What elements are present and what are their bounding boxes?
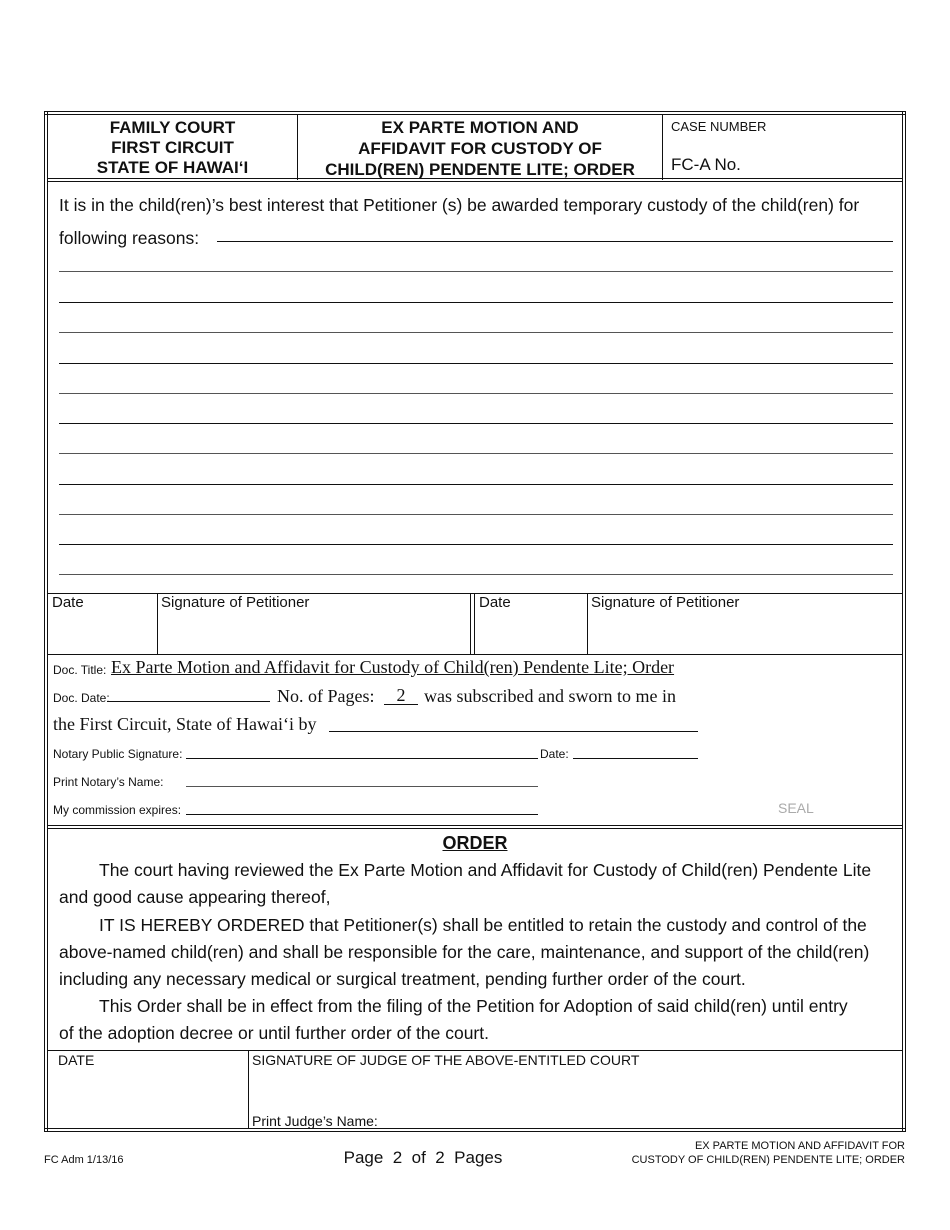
form-title-line: AFFIDAVIT FOR CUSTODY OF (358, 139, 602, 158)
judge-signature-field[interactable] (252, 1050, 901, 1110)
petitioner-signature-2[interactable] (591, 593, 901, 654)
court-line: FAMILY COURT (109, 118, 236, 137)
commission-expires-field[interactable] (186, 814, 538, 815)
order-text-line: This Order shall be in effect from the filing of the Petition for Adoption of said child(ren) until entry (99, 996, 848, 1016)
date-label: Date (479, 594, 511, 611)
notary-signature-field[interactable] (186, 758, 538, 759)
print-judge-name-label: Print Judge’s Name: (252, 1113, 378, 1129)
petitioner-date-2[interactable] (479, 593, 586, 654)
sworn-by-field[interactable] (329, 731, 698, 732)
order-paragraph-1 (59, 857, 871, 911)
pages-label: No. of Pages: (277, 686, 375, 706)
reasons-statement: It is in the child(ren)’s best interest that Petitioner (s) be awarded temporary custody of the child(ren) for (59, 195, 860, 215)
order-text-line: The court having reviewed the Ex Parte Motion and Affidavit for Custody of Child(ren) Pendente Lite (99, 860, 872, 880)
print-judge-name-field[interactable] (252, 1113, 901, 1129)
form-title-block (298, 117, 662, 180)
print-notary-name-field[interactable] (186, 786, 538, 787)
petitioner-date-1[interactable] (52, 593, 156, 654)
circuit-text: the First Circuit, State of Hawai‘i by (53, 714, 317, 734)
sworn-text: was subscribed and sworn to me in (424, 686, 676, 706)
notary-date-field[interactable] (573, 758, 698, 759)
form-code: FC Adm 1/13/16 (44, 1154, 124, 1166)
order-text-line: IT IS HEREBY ORDERED that Petitioner(s) shall be entitled to retain the custody and control of the (99, 915, 867, 935)
signature-label: Signature of Petitioner (161, 594, 310, 611)
doc-date-label: Doc. Date: (53, 691, 110, 705)
doc-title-value[interactable]: Ex Parte Motion and Affidavit for Custody of Child(ren) Pendente Lite; Order (111, 657, 675, 677)
page-number: Page 2 of 2 Pages (343, 1148, 503, 1167)
pages-value[interactable] (384, 686, 418, 705)
court-line: STATE OF HAWAI‘I (96, 158, 249, 177)
order-heading: ORDER (442, 833, 508, 853)
doc-date-field[interactable] (107, 701, 270, 702)
order-text-line: above-named child(ren) and shall be responsible for the care, maintenance, and support of the child(ren) (59, 942, 870, 962)
pages-number: 2 (396, 685, 406, 705)
order-text-line: of the adoption decree or until further order of the court. (59, 1023, 489, 1043)
footer-form-title (590, 1139, 905, 1167)
footer-title-line: CUSTODY OF CHILD(REN) PENDENTE LITE; ORDER (631, 1154, 905, 1166)
date-label: Date (52, 594, 84, 611)
notary-date-label: Date: (540, 747, 569, 761)
footer-title-line: EX PARTE MOTION AND AFFIDAVIT FOR (694, 1140, 905, 1152)
form-title-line: CHILD(REN) PENDENTE LITE; ORDER (325, 160, 635, 179)
print-notary-name-label: Print Notary’s Name: (53, 775, 164, 789)
judge-signature-label: SIGNATURE OF JUDGE OF THE ABOVE-ENTITLED COURT (252, 1052, 640, 1068)
petitioner-signature-1[interactable] (161, 593, 469, 654)
notary-signature-label: Notary Public Signature: (53, 747, 183, 761)
order-text-line: including any necessary medical or surgical treatment, pending further order of the court. (59, 969, 746, 989)
notary-seal-label: SEAL (778, 800, 814, 816)
judge-date-label: DATE (58, 1052, 95, 1068)
judge-date-field[interactable] (52, 1050, 247, 1128)
order-paragraph-3 (59, 993, 848, 1047)
case-number-field[interactable] (671, 155, 741, 175)
form-title-line: EX PARTE MOTION AND (381, 118, 579, 137)
doc-title-label: Doc. Title: (53, 663, 107, 677)
commission-expires-label: My commission expires: (53, 803, 182, 817)
court-line: FIRST CIRCUIT (111, 138, 234, 157)
case-number-label: CASE NUMBER (671, 119, 767, 134)
reasons-label: following reasons: (59, 228, 200, 248)
reasons-line[interactable] (217, 241, 893, 242)
order-paragraph-2 (59, 912, 869, 993)
court-name-block (48, 118, 297, 178)
case-number-prefix: FC-A No. (671, 155, 741, 174)
signature-label: Signature of Petitioner (591, 594, 740, 611)
order-text-line: and good cause appearing thereof, (59, 887, 331, 907)
